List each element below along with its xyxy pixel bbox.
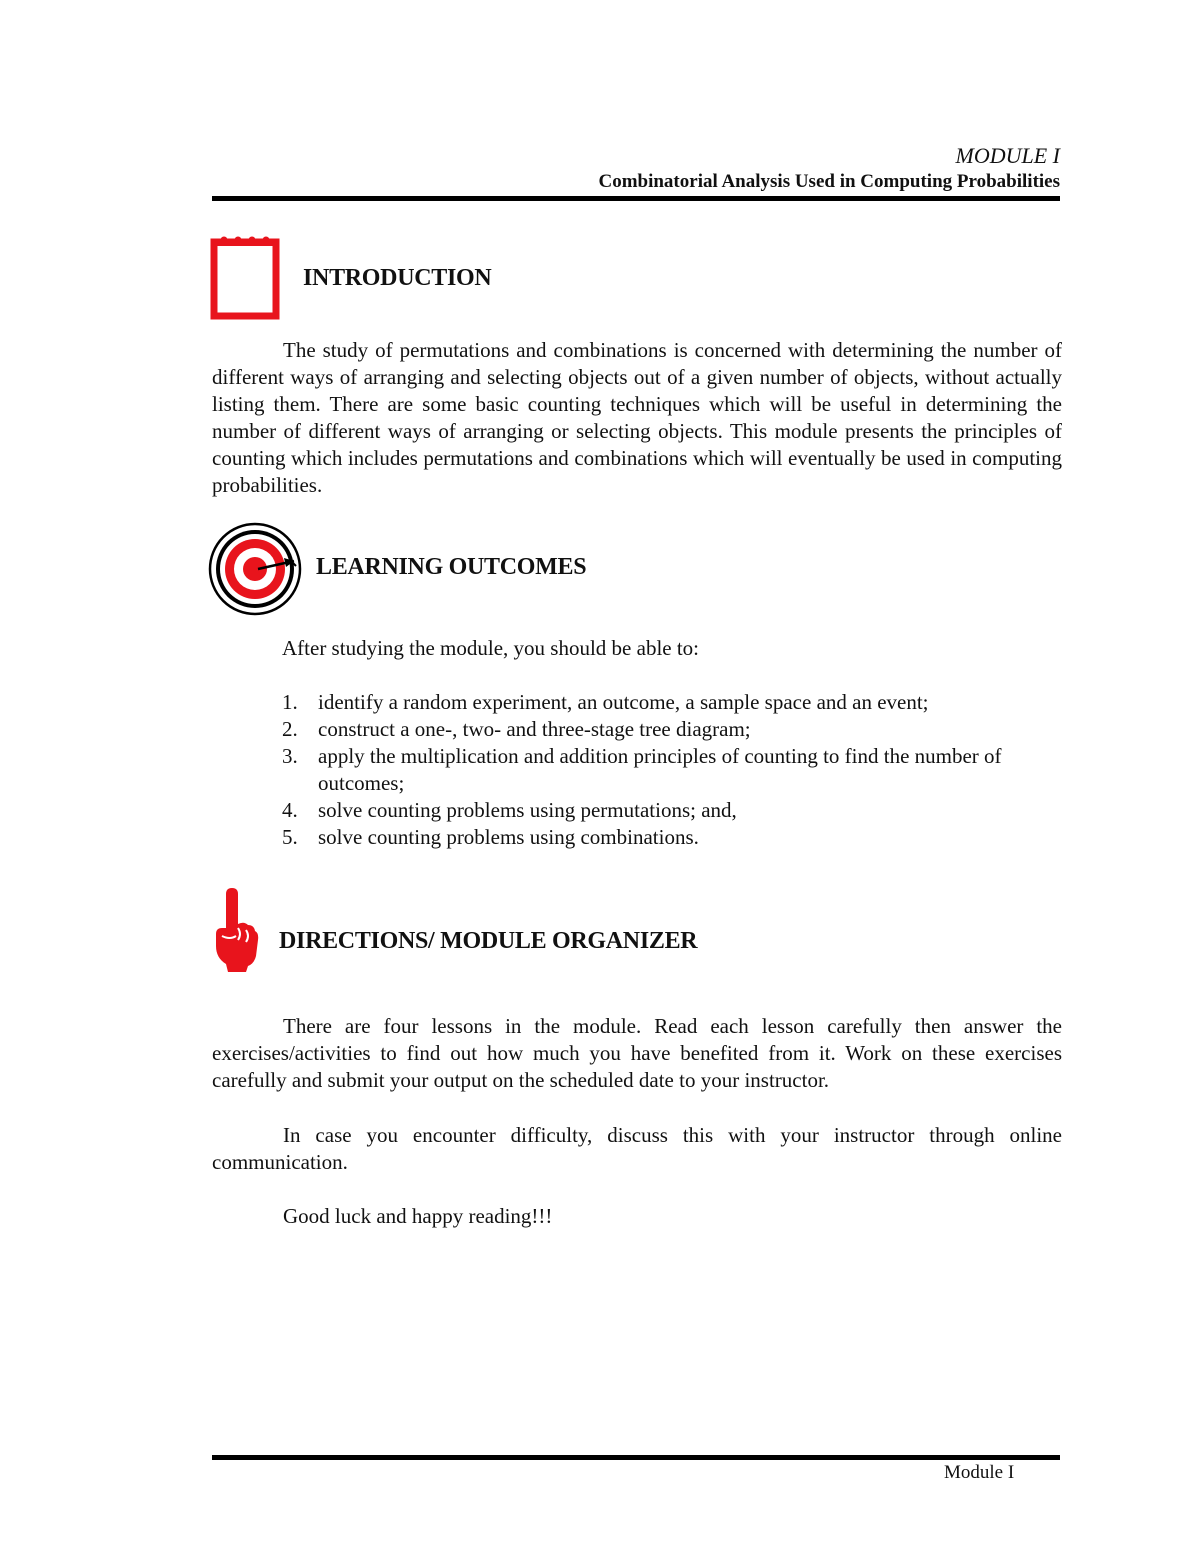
directions-heading: DIRECTIONS/ MODULE ORGANIZER <box>279 928 698 954</box>
list-text: solve counting problems using permutations; and, <box>318 798 737 822</box>
directions-paragraph-3: Good luck and happy reading!!! <box>283 1204 553 1228</box>
list-number: 5. <box>282 825 298 849</box>
learning-outcomes-list <box>282 689 1062 851</box>
list-text: solve counting problems using combinations. <box>318 825 699 849</box>
introduction-paragraph: The study of permutations and combinations is concerned with determining the number of different ways of arranging and selecting objects out of a given number of objects, without actually listing them. There are some basic counting techniques which will be useful in determining the number of different ways of arranging or selecting objects. This module presents the principles of counting which includes permutations and combinations which will eventually be used in computing probabilities. <box>212 338 1062 497</box>
footer-rule <box>212 1455 1060 1460</box>
footer-label: Module I <box>944 1462 1015 1483</box>
header-rule <box>212 196 1060 201</box>
introduction-heading: INTRODUCTION <box>303 265 492 291</box>
pointing-finger-icon <box>212 888 260 972</box>
list-number: 1. <box>282 690 298 714</box>
module-title: MODULE I <box>955 143 1060 168</box>
list-item <box>282 689 1062 716</box>
learning-outcomes-lead: After studying the module, you should be able to: <box>282 636 700 660</box>
module-subtitle: Combinatorial Analysis Used in Computing Probabilities <box>598 171 1060 192</box>
page-header <box>212 143 1060 194</box>
list-item <box>282 824 1062 851</box>
notepad-icon <box>210 234 280 320</box>
list-number: 2. <box>282 717 298 741</box>
target-icon <box>208 520 304 618</box>
learning-outcomes-heading: LEARNING OUTCOMES <box>316 554 587 580</box>
list-text: construct a one-, two- and three-stage tree diagram; <box>318 717 751 741</box>
list-item <box>282 743 1062 797</box>
list-text: identify a random experiment, an outcome, a sample space and an event; <box>318 690 929 714</box>
list-number: 4. <box>282 798 298 822</box>
directions-paragraph-1: There are four lessons in the module. Read each lesson carefully then answer the exercises/activities to find out how much you have benefited from it. Work on these exercises carefully and submit your output on the scheduled date to your instructor. <box>212 1014 1062 1092</box>
list-text: apply the multiplication and addition principles of counting to find the number of outcomes; <box>318 744 1002 795</box>
list-item <box>282 797 1062 824</box>
directions-paragraph-2: In case you encounter difficulty, discuss this with your instructor through online communication. <box>212 1123 1062 1174</box>
list-item <box>282 716 1062 743</box>
list-number: 3. <box>282 744 298 768</box>
